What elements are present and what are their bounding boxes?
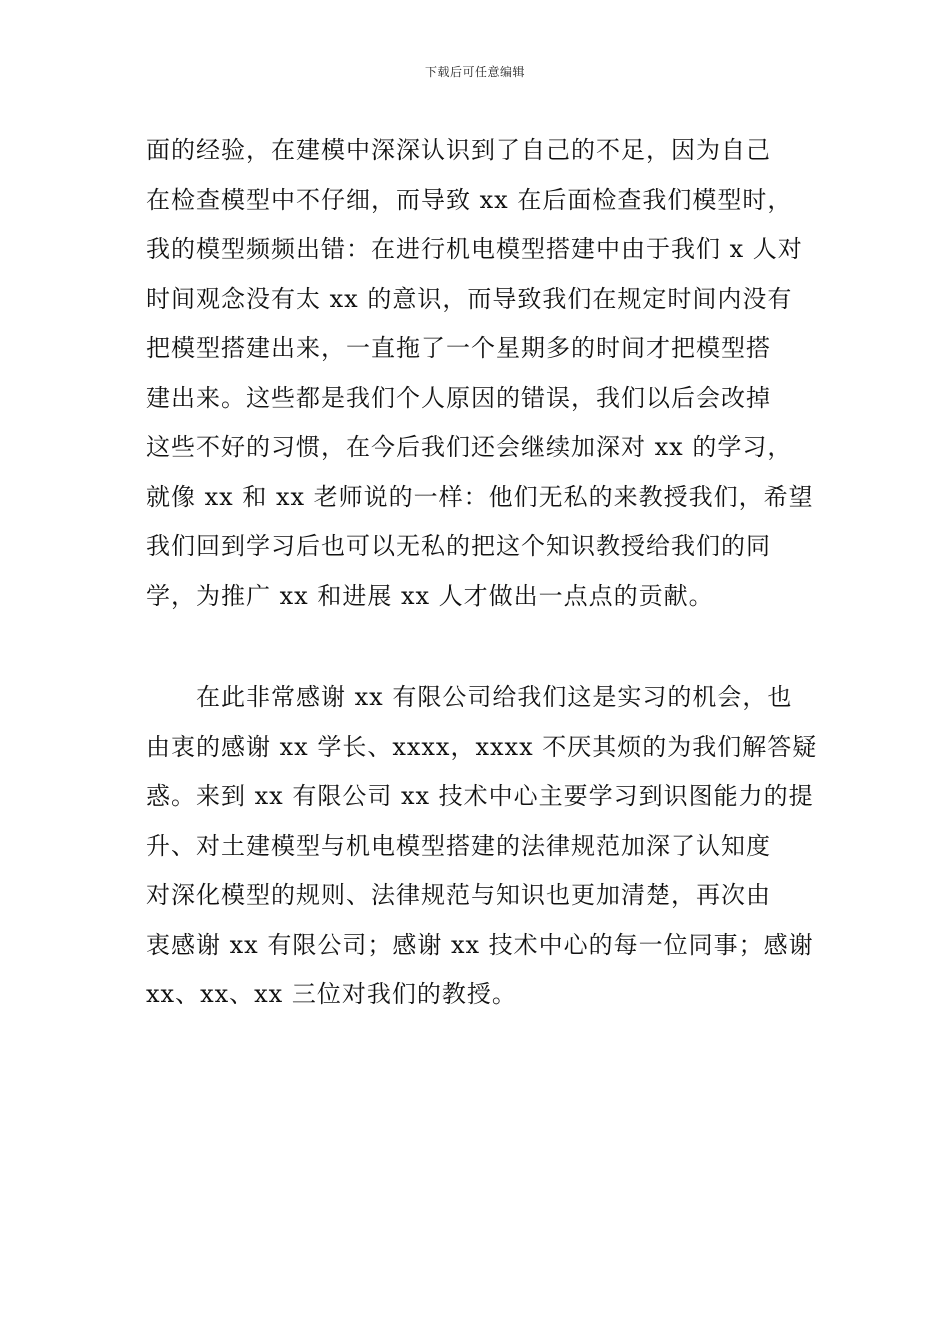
paragraph-line: 在检查模型中不仔细，而导致 xx 在后面检查我们模型时， bbox=[146, 185, 793, 214]
paragraph-line: xx、xx、xx 三位对我们的教授。 bbox=[146, 980, 517, 1008]
paragraph-line: 建出来。这些都是我们个人原因的错误，我们以后会改掉 bbox=[146, 383, 771, 412]
paragraph-2 bbox=[146, 673, 818, 1020]
paragraph-line: 就像 xx 和 xx 老师说的一样：他们无私的来教授我们，希望 bbox=[146, 482, 814, 511]
paragraph-line: 升、对土建模型与机电模型搭建的法律规范加深了认知度 bbox=[146, 831, 771, 860]
paragraph-line: 面的经验，在建模中深深认识到了自己的不足，因为自己 bbox=[146, 136, 771, 164]
page-header: 下载后可任意编辑 bbox=[424, 65, 525, 79]
paragraph-1 bbox=[146, 126, 814, 621]
paragraph-line: 学，为推广 xx 和进展 xx 人才做出一点点的贡献。 bbox=[146, 581, 714, 610]
paragraph-line: 把模型搭建出来，一直拖了一个星期多的时间才把模型搭 bbox=[146, 334, 771, 362]
paragraph-line: 我们回到学习后也可以无私的把这个知识教授给我们的同 bbox=[146, 532, 771, 560]
paragraph-line: 衷感谢 xx 有限公司；感谢 xx 技术中心的每一位同事；感谢 bbox=[146, 930, 814, 959]
paragraph-line: 时间观念没有太 xx 的意识，而导致我们在规定时间内没有 bbox=[146, 284, 793, 313]
paragraph-line: 在此非常感谢 xx 有限公司给我们这是实习的机会，也 bbox=[146, 683, 793, 711]
paragraph-line: 由衷的感谢 xx 学长、xxxx，xxxx 不厌其烦的为我们解答疑 bbox=[146, 732, 818, 761]
paragraph-line: 这些不好的习惯，在今后我们还会继续加深对 xx 的学习， bbox=[146, 433, 793, 461]
paragraph-line: 对深化模型的规则、法律规范与知识也更加清楚，再次由 bbox=[146, 881, 771, 909]
paragraph-line: 惑。来到 xx 有限公司 xx 技术中心主要学习到识图能力的提 bbox=[146, 782, 814, 810]
paragraph-line: 我的模型频频出错：在进行机电模型搭建中由于我们 x 人对 bbox=[146, 235, 803, 263]
